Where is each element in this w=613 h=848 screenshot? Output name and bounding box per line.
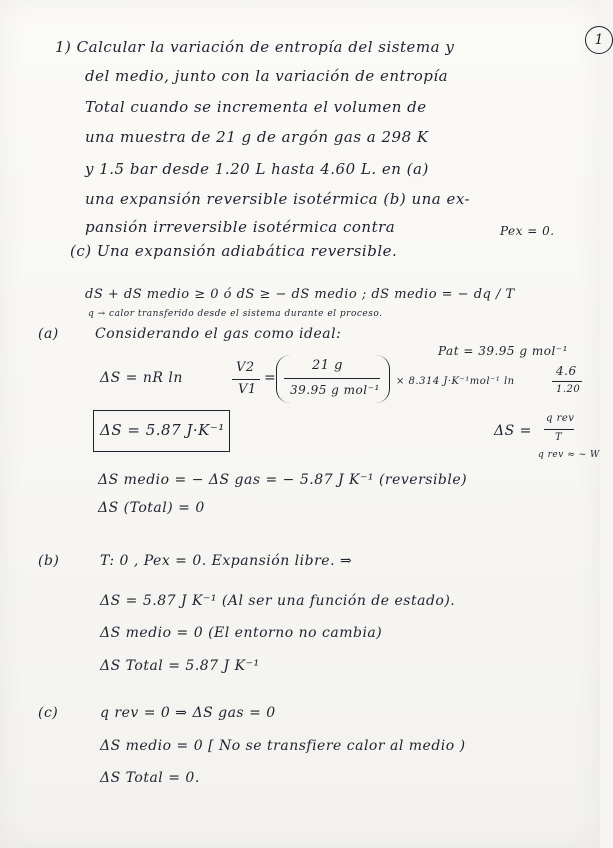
part-c-total: ΔS Total = 0. <box>100 770 200 786</box>
problem-line-8: (c) Una expansión adiabática reversible. <box>70 242 398 260</box>
part-b-medio: ΔS medio = 0 (El entorno no cambia) <box>100 625 383 641</box>
part-b-line1: T: 0 , Pex = 0. Expansión libre. ⇒ <box>100 553 353 569</box>
part-a-total: ΔS (Total) = 0 <box>98 500 205 516</box>
part-b-total: ΔS Total = 5.87 J K⁻¹ <box>100 658 260 674</box>
ln-fraction-line <box>552 381 582 382</box>
page-number: 1 <box>585 26 613 54</box>
side-note: q rev ≈ ~ W <box>538 450 600 460</box>
pex-note: Pex = 0. <box>500 224 555 238</box>
criterion-line: dS + dS medio ≥ 0 ó dS ≥ − dS medio ; dS medio = − dq / T <box>85 287 515 302</box>
side-fraction-line <box>544 429 574 430</box>
part-c-line1: q rev = 0 ⇒ ΔS gas = 0 <box>100 705 276 721</box>
problem-line-7: pansión irreversible isotérmica contra <box>85 218 396 236</box>
part-c-medio: ΔS medio = 0 [ No se transfiere calor al medio ) <box>100 738 466 754</box>
problem-line-1: 1) Calcular la variación de entropía del sistema y <box>55 38 455 56</box>
constant-factor: × 8.314 J·K⁻¹mol⁻¹ ln <box>396 376 515 387</box>
ln-denominator: 1.20 <box>556 384 581 395</box>
problem-line-4: una muestra de 21 g de argón gas a 298 K <box>85 128 429 146</box>
part-a-intro: Considerando el gas como ideal: <box>95 326 342 342</box>
mass-value: 21 g <box>312 358 343 373</box>
molar-denominator: 39.95 g mol⁻¹ <box>290 383 380 397</box>
problem-line-3: Total cuando se incrementa el volumen de <box>85 98 427 116</box>
criterion-note: q → calor transferido desde el sistema durante el proceso. <box>88 309 383 319</box>
part-a-label: (a) <box>38 326 59 342</box>
problem-line-5: y 1.5 bar desde 1.20 L hasta 4.60 L. en (a) <box>85 160 429 178</box>
problem-line-2: del medio, junto con la variación de entropía <box>85 67 449 85</box>
side-numerator: q rev <box>546 413 575 424</box>
side-denominator: T <box>555 432 563 443</box>
part-b-ds: ΔS = 5.87 J K⁻¹ (Al ser una función de estado). <box>100 593 456 609</box>
problem-line-6: una expansión reversible isotérmica (b) una ex- <box>85 190 471 208</box>
molar-mass: Pat = 39.95 g mol⁻¹ <box>438 344 568 358</box>
v2: V2 <box>236 360 255 375</box>
part-c-label: (c) <box>38 705 59 721</box>
ln-numerator: 4.6 <box>556 364 577 378</box>
side-formula: ΔS = <box>494 423 532 439</box>
v1: V1 <box>238 382 257 397</box>
equals-sign: = <box>264 370 277 386</box>
part-b-label: (b) <box>38 553 60 569</box>
ds-formula: ΔS = nR ln <box>100 370 183 386</box>
result-value: ΔS = 5.87 J·K⁻¹ <box>100 421 225 439</box>
mass-fraction-line <box>284 378 380 379</box>
v-fraction-line <box>232 379 260 380</box>
part-a-medio: ΔS medio = − ΔS gas = − 5.87 J K⁻¹ (reversible) <box>98 472 468 488</box>
